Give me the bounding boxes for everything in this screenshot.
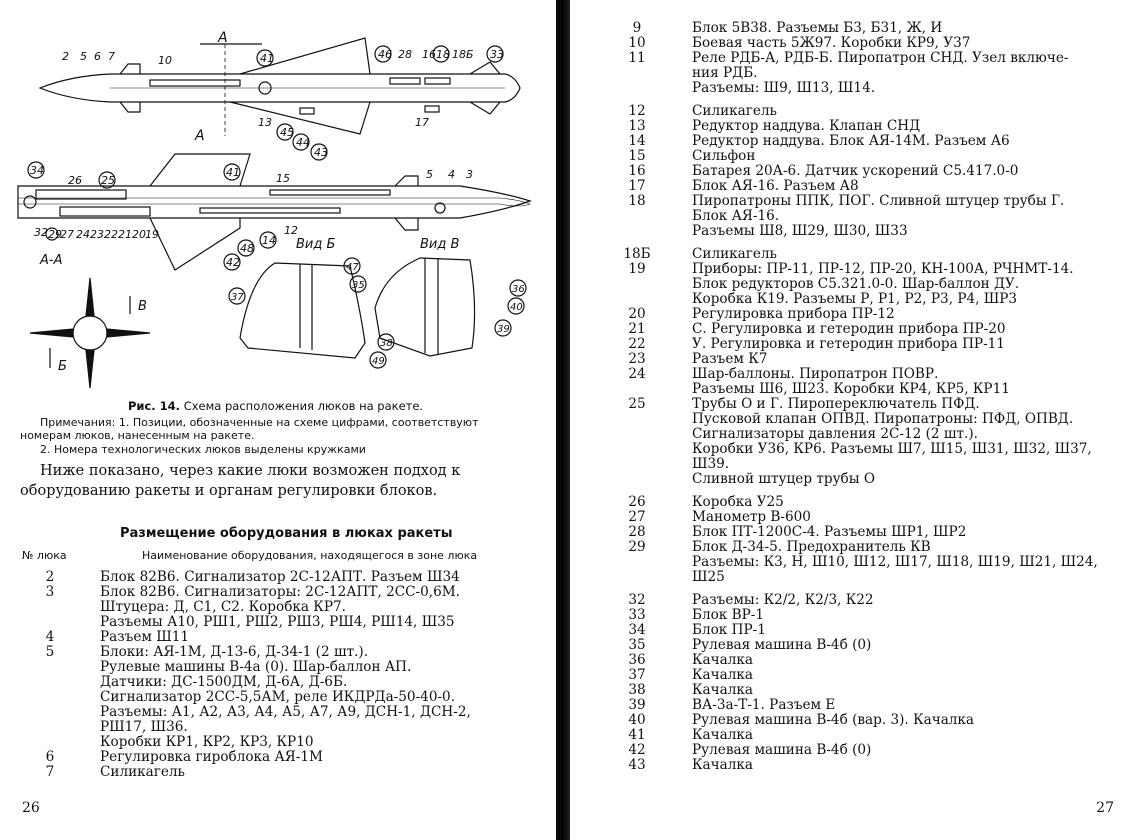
table-row: [570, 36, 1144, 51]
hatch-number: 2: [45, 569, 55, 585]
view-b-label: Вид Б: [296, 237, 336, 252]
hatch-number: 5: [45, 644, 55, 660]
equipment-description: Блок 5В38. Разъемы Б3, Б31, Ж, И: [692, 20, 943, 36]
hatch-num: 7: [108, 50, 115, 63]
hatch-num: 14: [262, 234, 276, 247]
equipment-description: Блоки: АЯ-1М, Д-13-6, Д-34-1 (2 шт.). Рулевые машины В-4а (0). Шар-баллон АП. Датчики: ДС-1500ДМ, Д-6А, Д-6Б. Сигнализатор 2СС-5,5АМ, реле ИКДРДа-50-40-0. Разъемы: А1, А2, А3, А4, А5, А7, А9, ДСН-1, ДСН-2, РШ17, Ш36. Коробки КР1, КР2, КР3, КР10: [100, 644, 471, 750]
view-panels: [240, 258, 475, 358]
hatch-number: 39: [628, 697, 646, 713]
column-header-number: № люка: [22, 549, 67, 562]
hatch-number: 41: [628, 727, 646, 743]
hatch-number: 32: [628, 592, 646, 608]
hatch-num: 26: [68, 174, 82, 187]
equipment-description: Сильфон: [692, 148, 756, 164]
table-title: Размещение оборудования в люках ракеты: [120, 526, 453, 541]
hatch-num: 4: [448, 168, 455, 181]
equipment-description: Манометр В-600: [692, 509, 811, 525]
equipment-description: Разъем К7: [692, 351, 768, 367]
equipment-description: Шар-баллоны. Пиропатрон ПОВР. Разъемы Ш6, Ш23. Коробки КР4, КР5, КР11: [692, 366, 1010, 397]
hatch-circles-top: [257, 46, 503, 160]
hatch-num: 29: [48, 228, 62, 241]
hatch-number: 6: [45, 749, 55, 765]
hatch-num: 2: [62, 50, 69, 63]
equipment-description: Блок 82В6. Сигнализаторы: 2С-12АПТ, 2СС-0,6М. Штуцера: Д, С1, С2. Коробка КР7. Разъемы А10, РШ1, РШ2, РШ3, РШ4, РШ14, Ш35: [100, 584, 460, 630]
hatch-num: 33: [490, 48, 504, 61]
table-row: [570, 194, 1144, 239]
hatch-num: 23: [90, 228, 104, 241]
equipment-description: Силикагель: [692, 103, 777, 119]
equipment-description: Качалка: [692, 727, 753, 743]
hatch-num: 20: [132, 228, 146, 241]
equipment-description: Рулевая машина В-4б (0): [692, 637, 872, 653]
row-spacer: [570, 487, 1144, 495]
hatch-number: 12: [628, 103, 646, 119]
hatch-number: 18: [628, 193, 646, 209]
hatch-number: 13: [628, 118, 646, 134]
hatch-num: 13: [258, 116, 272, 129]
table-row: [570, 352, 1144, 367]
caption-figure-number: Рис. 14.: [128, 399, 181, 413]
table-row: [570, 337, 1144, 352]
table-row: [570, 367, 1144, 397]
hatch-num: 5: [80, 50, 87, 63]
caption-title: Схема расположения люков на ракете.: [183, 399, 424, 413]
hatch-number: 19: [628, 261, 646, 277]
hatch-number: 28: [628, 524, 646, 540]
hatch-num: 6: [94, 50, 101, 63]
table-row: [570, 713, 1144, 728]
caption-note-1: Примечания: 1. Позиции, обозначенные на схеме цифрами, соответствуют номерам люков, нанесенным на ракете.: [20, 416, 479, 442]
table-row: [570, 668, 1144, 683]
hatch-num: 49: [372, 356, 385, 367]
table-row: [570, 104, 1144, 119]
hatch-num: 17: [415, 116, 429, 129]
equipment-description: Качалка: [692, 757, 753, 773]
hatch-num: 18: [436, 48, 450, 61]
page-number-right: 27: [1096, 800, 1114, 816]
hatch-num: 15: [276, 172, 290, 185]
section-view-label: А-А: [40, 253, 63, 268]
table-row: [570, 623, 1144, 638]
hatch-num: 27: [60, 228, 74, 241]
table-row: [570, 397, 1144, 487]
hatch-number: 17: [628, 178, 646, 194]
row-spacer: [570, 239, 1144, 247]
hatch-number: 14: [628, 133, 646, 149]
hatch-number: 37: [628, 667, 646, 683]
page-number-left: 26: [22, 800, 40, 816]
hatch-num: 41: [260, 52, 274, 65]
hatch-num: 19: [145, 228, 159, 241]
intro-paragraph: Ниже показано, через какие люки возможен подход к оборудованию ракеты и органам регулировки блоков.: [20, 463, 461, 499]
hatch-table-right: [570, 21, 1144, 773]
equipment-description: Блок АЯ-16. Разъем А8: [692, 178, 859, 194]
hatch-num: 42: [226, 256, 240, 269]
equipment-description: Блок ВР-1: [692, 607, 765, 623]
hatch-num: 47: [346, 262, 359, 273]
hatch-number: 9: [632, 20, 642, 36]
right-page: [570, 0, 1144, 840]
hatch-num: 22: [104, 228, 118, 241]
equipment-description: Боевая часть 5Ж97. Коробки КР9, У37: [692, 35, 971, 51]
hatch-num: 32: [34, 226, 48, 239]
hatch-number: 43: [628, 757, 646, 773]
equipment-description: Приборы: ПР-11, ПР-12, ПР-20, КН-100А, РЧНМТ-14. Блок редукторов С5.321.0-0. Шар-баллон ДУ. Коробка К19. Разъемы Р, Р1, Р2, Р3, Р4, ШР3: [692, 261, 1074, 307]
equipment-description: ВА-3а-Т-1. Разъем Е: [692, 697, 836, 713]
left-page: [0, 0, 556, 840]
cross-section: [30, 278, 150, 388]
row-spacer: [570, 96, 1144, 104]
equipment-description: Качалка: [692, 652, 753, 668]
hatch-number: 25: [628, 396, 646, 412]
equipment-description: Рулевая машина В-4б (вар. 3). Качалка: [692, 712, 975, 728]
hatch-num: 35: [352, 280, 365, 291]
equipment-description: Качалка: [692, 682, 753, 698]
equipment-description: Пиропатроны ППК, ПОГ. Сливной штуцер трубы Г. Блок АЯ-16. Разъемы Ш8, Ш29, Ш30, Ш33: [692, 193, 1065, 239]
table-row: [570, 247, 1144, 262]
table-row: [570, 653, 1144, 668]
arrow-v-label: В: [138, 299, 147, 314]
hatch-numbers-views: [231, 262, 525, 367]
hatch-num: 28: [398, 48, 412, 61]
equipment-description: Блок 82В6. Сигнализатор 2С-12АПТ. Разъем Ш34: [100, 569, 460, 585]
hatch-number: 7: [45, 764, 55, 780]
hatch-num: 12: [284, 224, 298, 237]
table-row: [570, 164, 1144, 179]
equipment-description: Блок ПР-1: [692, 622, 766, 638]
hatch-table-left: [0, 570, 556, 780]
table-row: [0, 630, 556, 645]
table-row: [570, 262, 1144, 307]
arrow-b-label: Б: [58, 359, 67, 374]
hatch-number: 18Б: [623, 246, 651, 262]
hatch-num: 40: [510, 302, 523, 313]
equipment-description: Коробка У25: [692, 494, 784, 510]
hatch-num: 25: [101, 174, 115, 187]
table-row: [0, 765, 556, 780]
table-row: [570, 179, 1144, 194]
table-row: [0, 570, 556, 585]
table-row: [570, 593, 1144, 608]
table-row: [570, 149, 1144, 164]
hatch-number: 23: [628, 351, 646, 367]
hatch-num: 34: [30, 164, 44, 177]
table-row: [570, 728, 1144, 743]
hatch-number: 35: [628, 637, 646, 653]
hatch-num: 36: [512, 284, 525, 295]
hatch-num: 45: [280, 126, 294, 139]
table-row: [570, 495, 1144, 510]
equipment-description: Рулевая машина В-4б (0): [692, 742, 872, 758]
book-gutter: [556, 0, 570, 840]
table-row: [0, 585, 556, 630]
hatch-num: 48: [240, 242, 254, 255]
hatch-num: 24: [76, 228, 90, 241]
hatch-number: 15: [628, 148, 646, 164]
equipment-description: Разъем Ш11: [100, 629, 190, 645]
hatch-number: 11: [628, 50, 646, 66]
hatch-number: 4: [45, 629, 55, 645]
diagram-svg: [0, 8, 556, 396]
hatch-number: 16: [628, 163, 646, 179]
hatch-number: 3: [45, 584, 55, 600]
equipment-description: Блок ПТ-1200С-4. Разъемы ШР1, ШР2: [692, 524, 967, 540]
hatch-number: 34: [628, 622, 646, 638]
view-v-label: Вид В: [420, 237, 460, 252]
hatch-number: 40: [628, 712, 646, 728]
caption-note-2: 2. Номера технологических люков выделены кружками: [40, 443, 366, 456]
hatch-number: 10: [628, 35, 646, 51]
table-row: [570, 758, 1144, 773]
hatch-numbers-top: [62, 48, 504, 159]
hatch-circles-views: [229, 258, 526, 368]
equipment-description: Регулировка гироблока АЯ-1М: [100, 749, 323, 765]
hatch-num: 3: [466, 168, 473, 181]
figure-caption: [128, 399, 556, 413]
table-row: [570, 307, 1144, 322]
hatch-number: 20: [628, 306, 646, 322]
hatch-number: 22: [628, 336, 646, 352]
table-row: [570, 743, 1144, 758]
hatch-num: 21: [118, 228, 132, 241]
equipment-description: Регулировка прибора ПР-12: [692, 306, 895, 322]
equipment-description: Реле РДБ-А, РДБ-Б. Пиропатрон СНД. Узел включе- ния РДБ. Разъемы: Ш9, Ш13, Ш14.: [692, 50, 1069, 96]
table-row: [570, 21, 1144, 36]
hatch-num: 10: [158, 54, 172, 67]
column-header-name: Наименование оборудования, находящегося в зоне люка: [142, 549, 478, 562]
equipment-description: Разъемы: К2/2, К2/3, К22: [692, 592, 874, 608]
hatch-number: 33: [628, 607, 646, 623]
hatch-num: 38: [380, 338, 393, 349]
equipment-description: У. Регулировка и гетеродин прибора ПР-11: [692, 336, 1005, 352]
table-row: [570, 638, 1144, 653]
table-row: [0, 645, 556, 750]
hatch-num: 46: [378, 48, 392, 61]
hatch-num: 39: [497, 324, 510, 335]
table-row: [0, 750, 556, 765]
table-row: [570, 698, 1144, 713]
hatch-number: 27: [628, 509, 646, 525]
equipment-description: Батарея 20А-6. Датчик ускорений С5.417.0-0: [692, 163, 1019, 179]
hatch-num: 37: [231, 292, 244, 303]
equipment-description: Редуктор наддува. Блок АЯ-14М. Разъем А6: [692, 133, 1010, 149]
section-label-bottom: А: [195, 128, 205, 144]
table-row: [570, 119, 1144, 134]
hatch-number: 26: [628, 494, 646, 510]
hatch-num: 5: [426, 168, 433, 181]
table-row: [570, 510, 1144, 525]
table-row: [570, 525, 1144, 540]
table-row: [570, 683, 1144, 698]
hatch-num: 43: [314, 146, 328, 159]
equipment-description: Блок Д-34-5. Предохранитель КВ Разъемы: К3, Н, Ш10, Ш12, Ш17, Ш18, Ш19, Ш21, Ш24, Ш25: [692, 539, 1098, 585]
hatch-number: 24: [628, 366, 646, 382]
section-label-top: А: [218, 30, 228, 46]
equipment-description: Качалка: [692, 667, 753, 683]
hatch-number: 42: [628, 742, 646, 758]
equipment-description: С. Регулировка и гетеродин прибора ПР-20: [692, 321, 1006, 337]
equipment-description: Силикагель: [100, 764, 185, 780]
table-row: [570, 322, 1144, 337]
table-row: [570, 540, 1144, 585]
equipment-description: Редуктор наддува. Клапан СНД: [692, 118, 921, 134]
missile-hatch-diagram: [0, 8, 556, 396]
table-row: [570, 608, 1144, 623]
table-row: [570, 51, 1144, 96]
hatch-num: 16: [422, 48, 436, 61]
hatch-num: 18Б: [452, 48, 474, 61]
hatch-number: 29: [628, 539, 646, 555]
equipment-description: Трубы О и Г. Пиропереключатель ПФД. Пусковой клапан ОПВД. Пиропатроны: ПФД, ОПВД. Сигнализаторы давления 2С-12 (2 шт.). Коробки У36, КР6. Разъемы Ш7, Ш15, Ш31, Ш32, Ш37, Ш39. Сливной штуцер трубы О: [692, 396, 1092, 487]
equipment-description: Силикагель: [692, 246, 777, 262]
hatch-num: 44: [296, 136, 310, 149]
hatch-num: 41: [226, 166, 240, 179]
hatch-number: 38: [628, 682, 646, 698]
hatch-number: 36: [628, 652, 646, 668]
table-row: [570, 134, 1144, 149]
hatch-number: 21: [628, 321, 646, 337]
